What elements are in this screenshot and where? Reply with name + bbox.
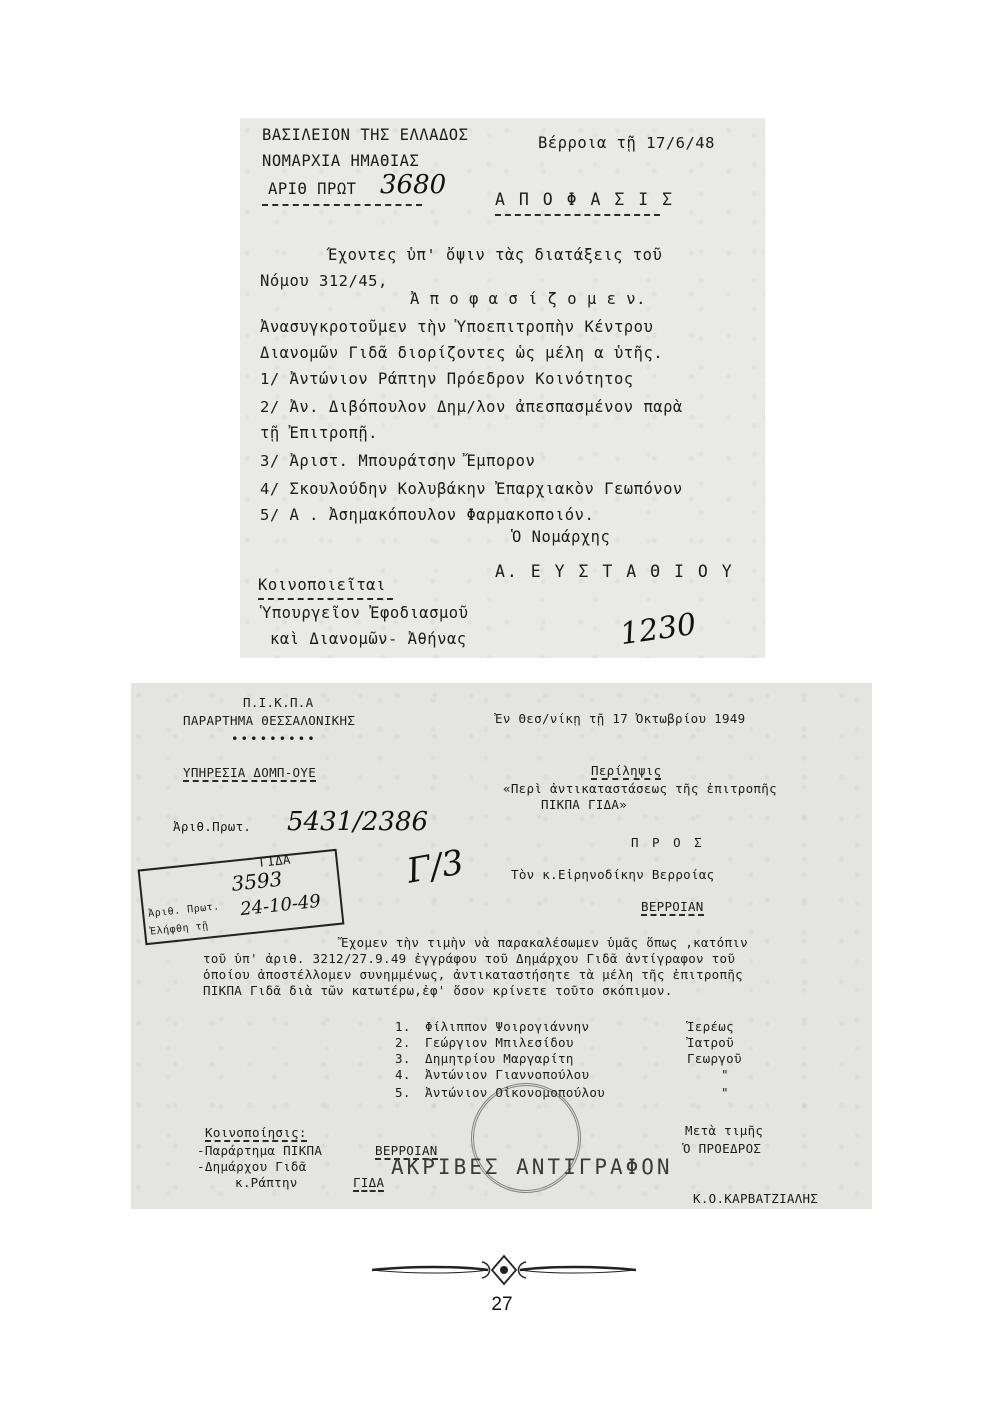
cc-line-1: -Παράρτημα ΠΙΚΠΑ [197, 1143, 323, 1158]
member-3-number: 3. [395, 1051, 411, 1066]
place-date: Βέρροια τῇ 17/6/48 [538, 134, 715, 152]
page-number: 27 [491, 1294, 513, 1315]
subject-line-1: «Περὶ ἀντικαταστάσεως τῆς ἐπιτροπῆς [503, 781, 777, 796]
stamp-date: 24-10-49 [239, 890, 322, 921]
body-line-4: Ἀνασυγκροτοῦμεν τὴν Ὑποεπιτροπὴν Κέντρου [260, 318, 654, 336]
divider [262, 204, 422, 206]
closing: Μετὰ τιμῆς [685, 1123, 764, 1138]
member-1-number: 1. [395, 1019, 411, 1034]
member-3-role: Γεωργοῦ [687, 1051, 742, 1066]
received-stamp [138, 849, 345, 945]
document-scan-letter-1949 [131, 683, 872, 1209]
body-line-5: Διανομῶν Γιδᾶ διορίζοντες ὡς μέλη α ὑτῆς. [260, 344, 664, 362]
member-4-number: 4. [395, 1067, 411, 1082]
cc-line-2: -Δημάρχου Γιδᾶ [197, 1159, 307, 1174]
protocol-label: ΑΡΙΘ ΠΡΩΤ [268, 180, 357, 198]
title-underline [495, 214, 660, 216]
document-scan-decision-1948 [240, 118, 765, 658]
cc-underline [258, 598, 393, 600]
member-5-role: " [721, 1085, 729, 1100]
org-branch: ΠΑΡΑΡΤΗΜΑ ΘΕΣΣΑΛΟΝΙΚΗΣ [183, 713, 356, 728]
member-3: 3/ Ἀριστ. Μπουράτσην Ἔμπορον [260, 452, 536, 470]
signatory-title: Ὁ ΠΡΟΕΔΡΟΣ [683, 1141, 762, 1156]
stamp-received-label: Ἐλήφθη τῇ [149, 920, 210, 938]
signatory-title: Ὁ Νομάρχης [512, 528, 611, 546]
cc-city-2: ΓΙΔΑ [353, 1175, 385, 1190]
member-4-role: " [721, 1067, 729, 1082]
stamp-number: 3593 [230, 866, 284, 896]
cc-line-3: κ.Ράπτην [235, 1175, 298, 1190]
cc-label: Κοινοποίησις: [205, 1125, 307, 1140]
member-1: 1/ Ἀντώνιον Ράπτην Πρόεδρον Κοινότητος [260, 370, 634, 388]
protocol-number-handwritten: 3680 [380, 170, 447, 200]
member-1-role: Ἱερέως [687, 1019, 734, 1034]
recipient-city: ΒΕΡΡΟΙΑΝ [641, 899, 704, 914]
body-line-3: Ἀ π ο φ α σ ί ζ ο μ ε ν. [410, 290, 646, 308]
signatory-name: Κ.Ο.ΚΑΡΒΑΤΖΙΑΛΗΣ [693, 1191, 819, 1206]
member-4-name: Ἀντώνιον Γιαννοπούλου [425, 1067, 590, 1082]
member-2-cont: τῇ Ἐπιτροπῇ. [260, 424, 378, 442]
org-name: Π.Ι.Κ.Π.Α [243, 695, 314, 710]
member-3-name: Δημητρίου Μαργαρίτη [425, 1051, 574, 1066]
cc-line-2: καὶ Διανομῶν- Ἀθήνας [270, 630, 467, 648]
to-label: Π Ρ Ο Σ [631, 835, 705, 850]
member-5-name: Ἀντώνιον Οἰκονομοπούλου [425, 1085, 605, 1100]
recipient: Τὸν κ.Εἰρηνοδίκην Βερροίας [511, 867, 715, 882]
subject-line-2: ΠΙΚΠΑ ΓΙΔΑ» [541, 797, 628, 812]
service-name: ΥΠΗΡΕΣΙΑ ΔΟΜΠ-ΟΥΕ [183, 765, 317, 780]
body-line-1: Έχοντες ὑπ' ὄψιν τὰς διατάξεις τοῦ [328, 246, 663, 264]
member-2-number: 2. [395, 1035, 411, 1050]
member-1-name: Φίλιππον Ψοιρογιάννην [425, 1019, 590, 1034]
member-5: 5/ Α . Ἀσημακόπουλον Φαρμακοποιόν. [260, 506, 595, 524]
margin-mark: Γ/3 [403, 842, 467, 892]
body-line-2: τοῦ ὑπ' ἀριθ. 3212/27.9.49 ἐγγράφου τοῦ Δημάρχου Γιδᾶ ἀντίγραφον τοῦ [203, 951, 736, 966]
cc-city-1: ΒΕΡΡΟΙΑΝ [375, 1143, 438, 1158]
certified-copy-stamp: ΑΚΡΙΒΕΣ ΑΝΤΙΓΡΑΦΟΝ [391, 1155, 673, 1179]
protocol-number-handwritten: 5431/2386 [287, 807, 429, 837]
body-line-3: ὁποίου ἀποστέλλομεν συνημμένως, ἀντικαταστήσητε τὰ μέλη τῆς ἐπιτροπῆς [203, 967, 743, 982]
cc-label: Κοινοποιεῖται [258, 576, 386, 594]
cc-line-1: Ὑπουργεῖον Ἐφοδιασμοῦ [262, 604, 469, 622]
signatory-name: Α. Ε Υ Σ Τ Α Θ Ι Ο Υ [495, 562, 734, 581]
body-line-1: Ἔχομεν τὴν τιμὴν νὰ παρακαλέσωμεν ὑμᾶς ὅπως ,κατόπιν [341, 935, 748, 950]
member-2-role: Ἰατροῦ [687, 1035, 734, 1050]
member-5-number: 5. [395, 1085, 411, 1100]
decorative-divider-ornament [370, 1250, 638, 1290]
handwritten-number: 1230 [617, 606, 699, 653]
subject-label: Περίληψις [591, 763, 662, 778]
stamp-place: ΓΙΔΑ [258, 851, 292, 870]
place-date: Ἐν Θεσ/νίκῃ τῇ 17 Ὀκτωβρίου 1949 [495, 711, 746, 726]
member-2-name: Γεώργιον Μπιλεσίδου [425, 1035, 574, 1050]
header-prefecture: ΝΟΜΑΡΧΙΑ ΗΜΑΘΙΑΣ [262, 152, 420, 170]
protocol-label: Ἀριθ.Πρωτ. [173, 819, 252, 834]
stamp-protocol-label: Ἀριθ. Πρωτ. [147, 901, 221, 920]
member-4: 4/ Σκουλούδην Κολυβάκην Ἐπαρχιακὸν Γεωπόνον [260, 480, 683, 498]
body-line-4: ΠΙΚΠΑ Γιδᾶ διὰ τῶν κατωτέρω,ἐφ' ὅσον κρίνετε τοῦτο σκόπιμον. [203, 983, 673, 998]
header-kingdom: ΒΑΣΙΛΕΙΟΝ ΤΗΣ ΕΛΛΑΔΟΣ [262, 126, 469, 144]
org-dots: ••••••••• [231, 731, 317, 746]
body-line-2: Νόμου 312/45, [260, 272, 388, 290]
decision-title: Α Π Ο Φ Α Σ Ι Σ [495, 190, 675, 209]
member-2: 2/ Ἀν. Διβόπουλον Δημ/λον ἀπεσπασμένον παρὰ [260, 398, 683, 416]
